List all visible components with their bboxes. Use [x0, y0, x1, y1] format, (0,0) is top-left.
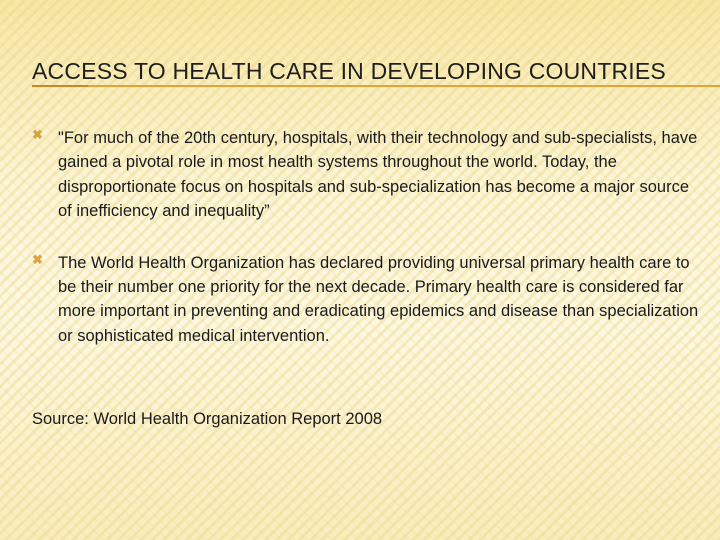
title-underline-accent [32, 85, 88, 87]
title-area [32, 56, 720, 86]
bullet-item [32, 126, 704, 224]
x-mark-icon: ✖ [32, 251, 43, 267]
bullet-item [32, 251, 704, 349]
source-citation: Source: World Health Organization Report 2008 [32, 410, 383, 428]
x-mark-icon: ✖ [32, 127, 43, 142]
slide-title: ACCESS TO HEALTH CARE IN DEVELOPING COUNTRIES [32, 58, 666, 84]
bullet-text: "For much of the 20th century, hospitals, with their technology and sub-specialists, have gained a pivotal role in most health systems throughout the world. Today, the disproportionate focus on hospitals and sub-specialization has become a major source of inefficiency and inequality” [58, 129, 698, 221]
bullet-text: The World Health Organization has declared providing universal primary health care to be their number one priority for the next decade. Primary health care is considered far more important in preventing and eradicating epidemics and disease than specialization or sophisticated medical intervention. [58, 253, 699, 345]
title-underline [32, 85, 720, 87]
bullet-list [32, 126, 704, 375]
